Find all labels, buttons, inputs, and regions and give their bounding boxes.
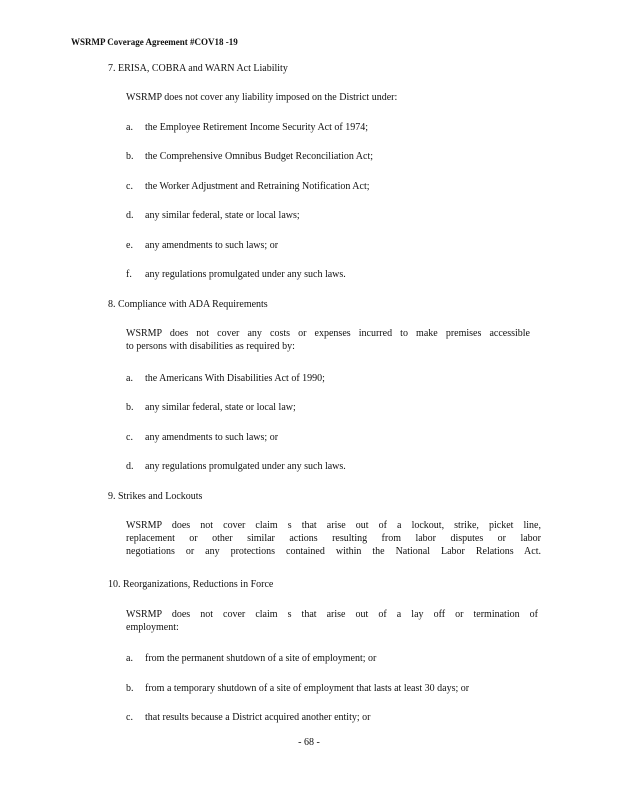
item-label: f. xyxy=(126,269,132,280)
item-label: c. xyxy=(126,181,133,192)
section-intro xyxy=(126,327,530,353)
item-text: any amendments to such laws; or xyxy=(145,432,279,443)
intro-line: WSRMP does not cover claim s that arise out of a lockout, strike, picket line, xyxy=(126,520,541,531)
section-intro xyxy=(126,608,538,634)
item-text: any similar federal, state or local laws; xyxy=(145,210,300,221)
item-label: e. xyxy=(126,240,133,251)
intro-line: WSRMP does not cover claim s that arise out of a lay off or termination of xyxy=(126,609,538,620)
item-text: that results because a District acquired another entity; or xyxy=(145,712,371,723)
list-item xyxy=(126,431,278,444)
list-item xyxy=(126,652,376,665)
section-title: 9. Strikes and Lockouts xyxy=(108,491,203,502)
item-text: the Employee Retirement Income Security Act of 1974; xyxy=(145,122,368,133)
item-text: any regulations promulgated under any such laws. xyxy=(145,461,346,472)
section-title: 7. ERISA, COBRA and WARN Act Liability xyxy=(108,63,288,74)
item-label: c. xyxy=(126,432,133,443)
item-text: the Comprehensive Omnibus Budget Reconciliation Act; xyxy=(145,151,374,162)
intro-line: employment: xyxy=(126,622,179,633)
item-text: any amendments to such laws; or xyxy=(145,240,279,251)
list-item xyxy=(126,180,370,193)
document-header: WSRMP Coverage Agreement #COV18 -19 xyxy=(71,37,238,47)
item-label: a. xyxy=(126,653,133,664)
item-text: any regulations promulgated under any such laws. xyxy=(145,269,346,280)
list-item xyxy=(126,372,325,385)
item-label: b. xyxy=(126,683,134,694)
list-item xyxy=(126,711,370,724)
intro-line: WSRMP does not cover any costs or expenses incurred to make premises accessible xyxy=(126,328,530,339)
item-text: the Worker Adjustment and Retraining Notification Act; xyxy=(145,181,370,192)
item-label: b. xyxy=(126,402,134,413)
item-label: a. xyxy=(126,373,133,384)
item-text: any similar federal, state or local law; xyxy=(145,402,296,413)
list-item xyxy=(126,239,278,252)
list-item xyxy=(126,121,368,134)
intro-line: to persons with disabilities as required by: xyxy=(126,341,295,352)
item-text: from a temporary shutdown of a site of employment that lasts at least 30 days; or xyxy=(145,683,470,694)
section-intro xyxy=(126,519,541,558)
list-item xyxy=(126,150,373,163)
item-text: the Americans With Disabilities Act of 1990; xyxy=(145,373,325,384)
item-text: from the permanent shutdown of a site of employment; or xyxy=(145,653,377,664)
list-item xyxy=(126,682,469,695)
intro-line: WSRMP does not cover any liability imposed on the District under: xyxy=(126,92,398,103)
item-label: d. xyxy=(126,210,134,221)
section-title: 10. Reorganizations, Reductions in Force xyxy=(108,579,274,590)
list-item xyxy=(126,401,296,414)
section-intro xyxy=(126,91,546,104)
intro-line: negotiations or any protections contained within the National Labor Relations Act. xyxy=(126,546,541,557)
item-label: c. xyxy=(126,712,133,723)
item-label: a. xyxy=(126,122,133,133)
list-item xyxy=(126,268,346,281)
page-number: - 68 - xyxy=(298,737,320,748)
intro-line: replacement or other similar actions resulting from labor disputes or labor xyxy=(126,533,541,544)
item-label: b. xyxy=(126,151,134,162)
section-title: 8. Compliance with ADA Requirements xyxy=(108,299,268,310)
item-label: d. xyxy=(126,461,134,472)
list-item xyxy=(126,209,300,222)
list-item xyxy=(126,460,346,473)
